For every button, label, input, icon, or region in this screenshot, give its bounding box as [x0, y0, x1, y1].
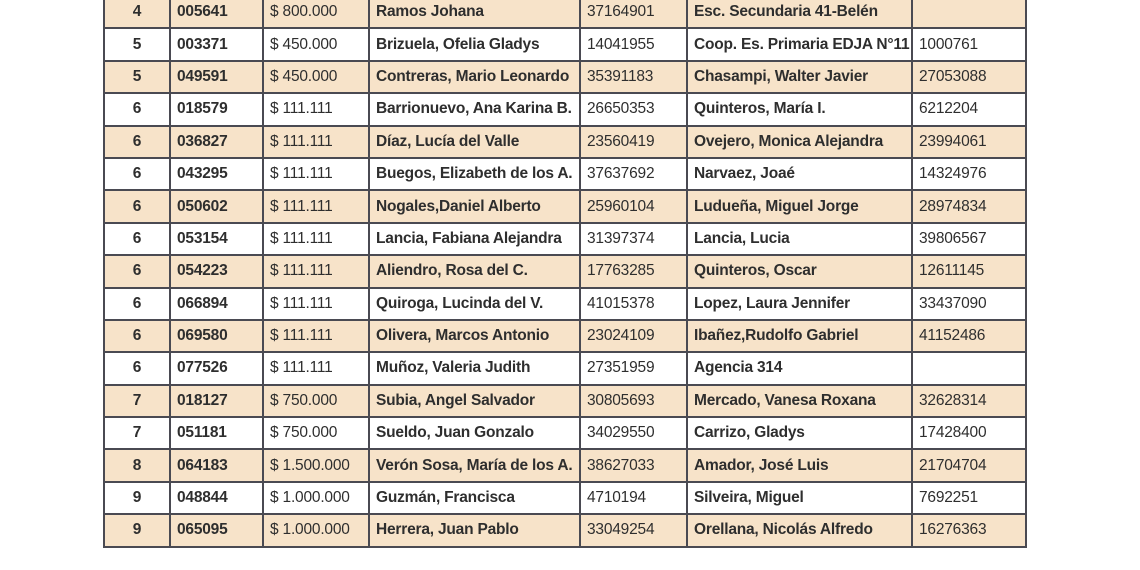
seller-name-cell: Mercado, Vanesa Roxana: [687, 385, 912, 417]
ticket-number-cell: 066894: [170, 288, 263, 320]
winner-name-cell: Buegos, Elizabeth de los A.: [369, 158, 580, 190]
winner-name-cell: Olivera, Marcos Antonio: [369, 320, 580, 352]
ticket-number-cell: 051181: [170, 417, 263, 449]
seller-dni-cell: 27053088: [912, 61, 1026, 93]
prize-amount-cell: $ 111.111: [263, 255, 369, 287]
prize-amount-cell: $ 1.000.000: [263, 514, 369, 546]
winner-name-cell: Lancia, Fabiana Alejandra: [369, 223, 580, 255]
winner-dni-cell: 4710194: [580, 482, 687, 514]
table-row: [104, 417, 1026, 449]
winner-dni-cell: 41015378: [580, 288, 687, 320]
position-cell: 5: [104, 28, 170, 60]
position-cell: 8: [104, 449, 170, 481]
seller-name-cell: Ibañez,Rudolfo Gabriel: [687, 320, 912, 352]
winner-name-cell: Contreras, Mario Leonardo: [369, 61, 580, 93]
seller-dni-cell: 14324976: [912, 158, 1026, 190]
ticket-number-cell: 050602: [170, 190, 263, 222]
table-row: [104, 28, 1026, 60]
table-row: [104, 93, 1026, 125]
seller-name-cell: Lancia, Lucia: [687, 223, 912, 255]
prize-amount-cell: $ 111.111: [263, 288, 369, 320]
prize-amount-cell: $ 111.111: [263, 352, 369, 384]
ticket-number-cell: 018127: [170, 385, 263, 417]
table-row: [104, 255, 1026, 287]
winner-dni-cell: 38627033: [580, 449, 687, 481]
seller-name-cell: Amador, José Luis: [687, 449, 912, 481]
ticket-number-cell: 064183: [170, 449, 263, 481]
prize-amount-cell: $ 111.111: [263, 126, 369, 158]
seller-dni-cell: 12611145: [912, 255, 1026, 287]
ticket-number-cell: 018579: [170, 93, 263, 125]
winner-dni-cell: 25960104: [580, 190, 687, 222]
table-row: [104, 449, 1026, 481]
winner-name-cell: Sueldo, Juan Gonzalo: [369, 417, 580, 449]
winner-name-cell: Ramos Johana: [369, 0, 580, 28]
prize-amount-cell: $ 111.111: [263, 223, 369, 255]
winner-dni-cell: 33049254: [580, 514, 687, 546]
position-cell: 7: [104, 417, 170, 449]
winner-name-cell: Díaz, Lucía del Valle: [369, 126, 580, 158]
seller-dni-cell: 39806567: [912, 223, 1026, 255]
seller-dni-cell: 16276363: [912, 514, 1026, 546]
seller-dni-cell: 21704704: [912, 449, 1026, 481]
prize-amount-cell: $ 1.000.000: [263, 482, 369, 514]
ticket-number-cell: 049591: [170, 61, 263, 93]
winner-dni-cell: 30805693: [580, 385, 687, 417]
seller-dni-cell: 23994061: [912, 126, 1026, 158]
ticket-number-cell: 005641: [170, 0, 263, 28]
position-cell: 7: [104, 385, 170, 417]
winner-name-cell: Subia, Angel Salvador: [369, 385, 580, 417]
seller-name-cell: Orellana, Nicolás Alfredo: [687, 514, 912, 546]
winner-name-cell: Nogales,Daniel Alberto: [369, 190, 580, 222]
ticket-number-cell: 065095: [170, 514, 263, 546]
prize-amount-cell: $ 450.000: [263, 61, 369, 93]
seller-name-cell: Quinteros, María I.: [687, 93, 912, 125]
winner-name-cell: Guzmán, Francisca: [369, 482, 580, 514]
seller-dni-cell: 6212204: [912, 93, 1026, 125]
position-cell: 5: [104, 61, 170, 93]
seller-dni-cell: 32628314: [912, 385, 1026, 417]
table-row: [104, 126, 1026, 158]
winner-name-cell: Verón Sosa, María de los A.: [369, 449, 580, 481]
winner-dni-cell: 37637692: [580, 158, 687, 190]
seller-dni-cell: [912, 352, 1026, 384]
ticket-number-cell: 069580: [170, 320, 263, 352]
table-row: [104, 223, 1026, 255]
seller-name-cell: Ludueña, Miguel Jorge: [687, 190, 912, 222]
winner-name-cell: Barrionuevo, Ana Karina B.: [369, 93, 580, 125]
ticket-number-cell: 054223: [170, 255, 263, 287]
seller-name-cell: Carrizo, Gladys: [687, 417, 912, 449]
prize-winners-table: [103, 0, 1027, 548]
table-row: [104, 288, 1026, 320]
winner-name-cell: Brizuela, Ofelia Gladys: [369, 28, 580, 60]
position-cell: 6: [104, 288, 170, 320]
seller-dni-cell: 17428400: [912, 417, 1026, 449]
position-cell: 6: [104, 223, 170, 255]
seller-dni-cell: 33437090: [912, 288, 1026, 320]
prize-amount-cell: $ 1.500.000: [263, 449, 369, 481]
prize-amount-cell: $ 111.111: [263, 190, 369, 222]
seller-name-cell: Silveira, Miguel: [687, 482, 912, 514]
prize-amount-cell: $ 111.111: [263, 93, 369, 125]
seller-dni-cell: 41152486: [912, 320, 1026, 352]
winner-dni-cell: 23560419: [580, 126, 687, 158]
winner-dni-cell: 17763285: [580, 255, 687, 287]
table-row: [104, 352, 1026, 384]
prize-amount-cell: $ 450.000: [263, 28, 369, 60]
seller-dni-cell: [912, 0, 1026, 28]
ticket-number-cell: 036827: [170, 126, 263, 158]
seller-name-cell: Quinteros, Oscar: [687, 255, 912, 287]
ticket-number-cell: 053154: [170, 223, 263, 255]
position-cell: 9: [104, 482, 170, 514]
seller-name-cell: Lopez, Laura Jennifer: [687, 288, 912, 320]
table-row: [104, 158, 1026, 190]
ticket-number-cell: 003371: [170, 28, 263, 60]
winner-name-cell: Herrera, Juan Pablo: [369, 514, 580, 546]
seller-name-cell: Agencia 314: [687, 352, 912, 384]
winner-dni-cell: 26650353: [580, 93, 687, 125]
prize-amount-cell: $ 111.111: [263, 158, 369, 190]
table-row: [104, 61, 1026, 93]
prize-amount-cell: $ 800.000: [263, 0, 369, 28]
winner-dni-cell: 14041955: [580, 28, 687, 60]
position-cell: 6: [104, 190, 170, 222]
prize-amount-cell: $ 750.000: [263, 417, 369, 449]
winner-dni-cell: 23024109: [580, 320, 687, 352]
position-cell: 6: [104, 126, 170, 158]
table-row: [104, 190, 1026, 222]
table-row: [104, 320, 1026, 352]
winner-dni-cell: 34029550: [580, 417, 687, 449]
position-cell: 6: [104, 320, 170, 352]
seller-name-cell: Esc. Secundaria 41-Belén: [687, 0, 912, 28]
winner-dni-cell: 37164901: [580, 0, 687, 28]
ticket-number-cell: 077526: [170, 352, 263, 384]
winner-name-cell: Aliendro, Rosa del C.: [369, 255, 580, 287]
winner-dni-cell: 31397374: [580, 223, 687, 255]
table-row: [104, 385, 1026, 417]
table-body: [104, 0, 1026, 547]
table-row: [104, 514, 1026, 546]
position-cell: 9: [104, 514, 170, 546]
seller-dni-cell: 28974834: [912, 190, 1026, 222]
seller-name-cell: Ovejero, Monica Alejandra: [687, 126, 912, 158]
prize-amount-cell: $ 111.111: [263, 320, 369, 352]
position-cell: 6: [104, 158, 170, 190]
seller-dni-cell: 7692251: [912, 482, 1026, 514]
position-cell: 6: [104, 255, 170, 287]
prize-amount-cell: $ 750.000: [263, 385, 369, 417]
seller-name-cell: Narvaez, Joaé: [687, 158, 912, 190]
seller-name-cell: Coop. Es. Primaria EDJA N°11: [687, 28, 912, 60]
winner-dni-cell: 27351959: [580, 352, 687, 384]
table-row: [104, 0, 1026, 28]
table-row: [104, 482, 1026, 514]
position-cell: 6: [104, 352, 170, 384]
winner-name-cell: Muñoz, Valeria Judith: [369, 352, 580, 384]
seller-name-cell: Chasampi, Walter Javier: [687, 61, 912, 93]
ticket-number-cell: 043295: [170, 158, 263, 190]
position-cell: 6: [104, 93, 170, 125]
seller-dni-cell: 1000761: [912, 28, 1026, 60]
winner-dni-cell: 35391183: [580, 61, 687, 93]
position-cell: 4: [104, 0, 170, 28]
ticket-number-cell: 048844: [170, 482, 263, 514]
winner-name-cell: Quiroga, Lucinda del V.: [369, 288, 580, 320]
